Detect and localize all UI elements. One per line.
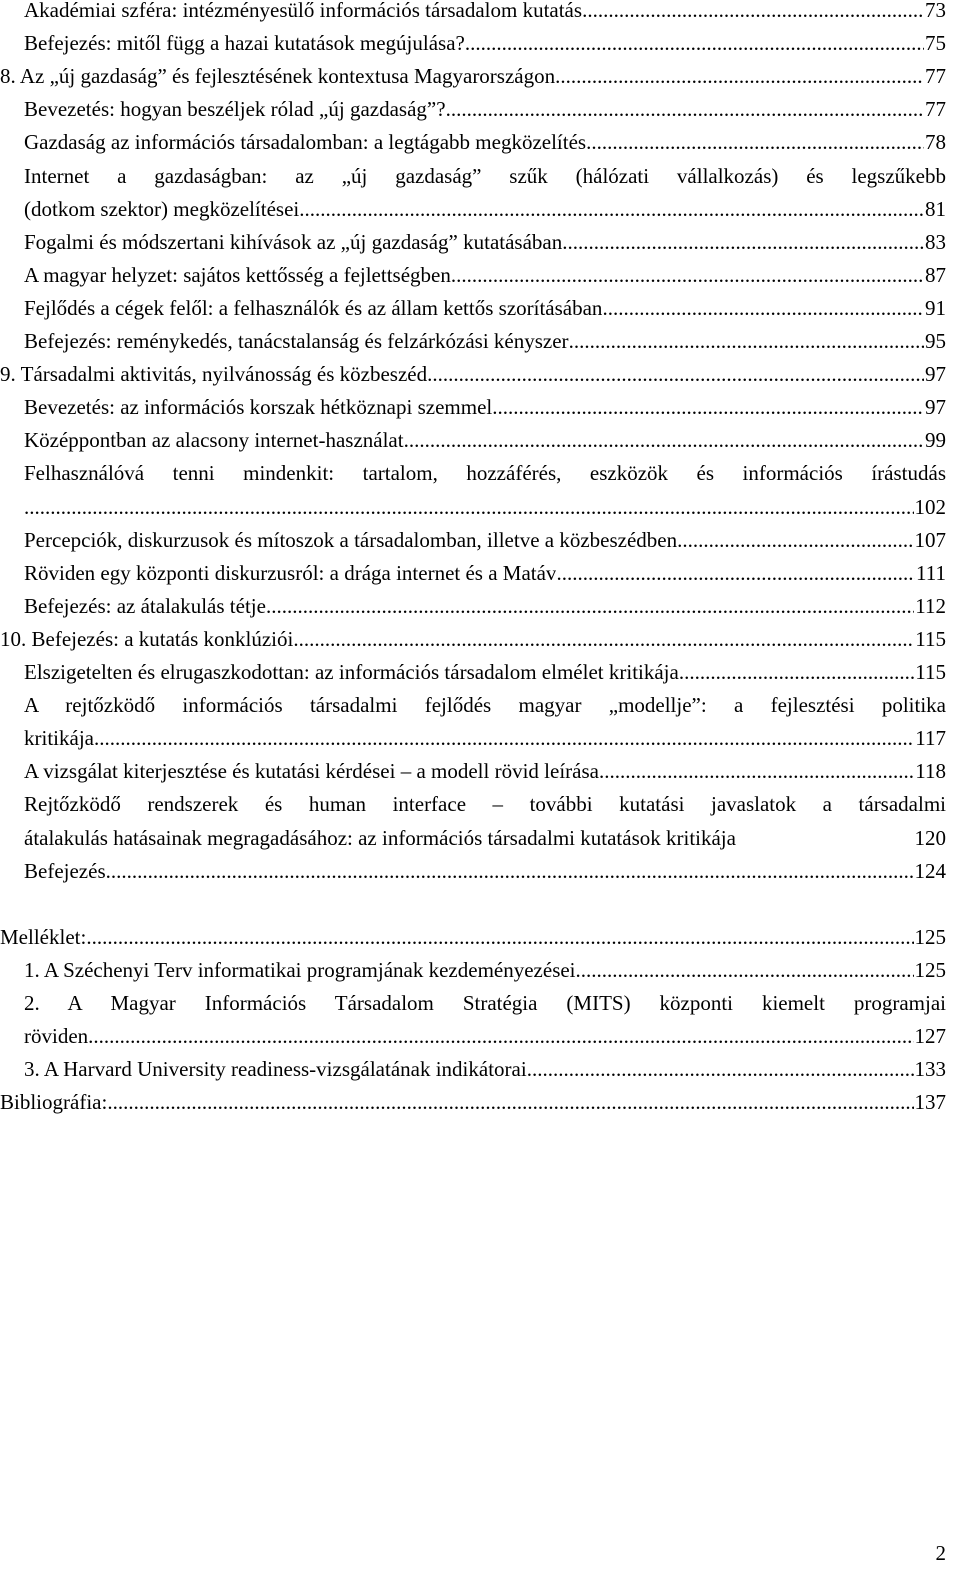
toc-entry [24, 97, 946, 128]
toc-entry-title: Bevezetés: hogyan beszéljek rólad „új gazdaság”? [24, 97, 446, 122]
toc-entry [24, 461, 946, 492]
toc-leader-dots [446, 97, 924, 122]
toc-entry [0, 627, 946, 658]
toc-leader-dots [465, 31, 924, 56]
toc-entry-page: 97 [925, 362, 946, 387]
toc-entry-page: 95 [925, 329, 946, 353]
toc-entry [24, 428, 946, 459]
toc-entry-title: (dotkom szektor) megközelítései [24, 196, 300, 221]
toc-entry [24, 1024, 946, 1055]
toc-entry [24, 197, 946, 228]
toc-entry-page: 112 [915, 593, 946, 618]
toc-leader-dots [555, 64, 924, 89]
toc-entry-page: 87 [925, 262, 946, 287]
toc-entry [24, 991, 946, 1022]
toc-entry-page: 77 [925, 64, 946, 89]
toc-entry-title: A rejtőzködő információs társadalmi fejlődés magyar „modellje”: a fejlesztési politika [24, 693, 946, 718]
toc-entry-title: A vizsgálat kiterjesztése és kutatási kérdései – a modell rövid leírása [24, 759, 599, 784]
toc-entry-page: 117 [915, 726, 946, 751]
toc-leader-dots [106, 859, 914, 884]
toc-entry [24, 859, 946, 890]
toc-entry-title: 10. Befejezés: a kutatás konklúziói [0, 626, 294, 651]
toc-leader-dots [451, 263, 924, 288]
toc-entry [24, 693, 946, 724]
toc-entry [0, 64, 946, 95]
toc-entry-page: 125 [914, 924, 946, 949]
toc-entry-title: Melléklet: [0, 924, 87, 949]
toc-leader-dots [24, 495, 914, 520]
toc-entry-title: Befejezés: mitől függ a hazai kutatások megújulása? [24, 31, 465, 56]
toc-entry-title: 8. Az „új gazdaság” és fejlesztésének kontextusa Magyarországon [0, 64, 556, 89]
toc-entry [24, 329, 946, 360]
toc-entry-page: 73 [925, 0, 946, 22]
toc-leader-dots [299, 197, 924, 222]
toc-entry-title: Középpontban az alacsony internet-használat [24, 428, 404, 453]
toc-leader-dots [86, 925, 913, 950]
toc-entry-title: A magyar helyzet: sajátos kettősség a fejlettségben [24, 262, 451, 287]
toc-entry-title: 9. Társadalmi aktivitás, nyilvánosság és közbeszéd [0, 362, 428, 387]
toc-leader-dots [527, 1057, 914, 1082]
toc-entry-title: Befejezés [24, 858, 106, 883]
toc-leader-dots [562, 230, 924, 255]
toc-entry-page: 78 [925, 130, 946, 155]
toc-entry [0, 925, 946, 956]
toc-entry-title: Fogalmi és módszertani kihívások az „új gazdaság” kutatásában [24, 229, 563, 254]
toc-entry-title: 2. A Magyar Információs Társadalom Stratégia (MITS) központi kiemelt programjai [24, 991, 946, 1015]
toc-entry-title: Befejezés: reménykedés, tanácstalanság és felzárkózási kényszer [24, 329, 569, 353]
toc-leader-dots [404, 428, 924, 453]
toc-leader-dots [293, 627, 914, 652]
toc-entry [0, 1090, 946, 1121]
toc-leader-dots [677, 528, 913, 553]
toc-entry-page: 115 [915, 626, 946, 651]
toc-entry [24, 130, 946, 161]
toc-entry [24, 263, 946, 294]
toc-entry-title: Bibliográfia: [0, 1090, 108, 1115]
toc-entry [24, 0, 946, 29]
toc-entry [24, 826, 946, 857]
toc-leader-dots [88, 1024, 913, 1049]
toc-leader-dots [576, 958, 914, 983]
toc-entry-page: 99 [925, 428, 946, 453]
toc-entry-page: 118 [915, 759, 946, 784]
toc-entry-page: 133 [914, 1057, 946, 1082]
toc-entry [24, 594, 946, 625]
toc-entry [24, 759, 946, 790]
toc-leader-dots [586, 130, 924, 155]
toc-entry-title: Felhasználóvá tenni mindenkit: tartalom, hozzáférés, eszközök és információs írástudás [24, 461, 946, 486]
toc-entry-title: Internet a gazdaságban: az „új gazdaság” szűk (hálózati vállalkozás) és legszűkebb [24, 163, 946, 188]
toc-entry [24, 726, 946, 757]
toc-leader-dots [492, 395, 924, 420]
toc-entry-page: 124 [914, 858, 946, 883]
toc-entry-title: Akadémiai szféra: intézményesülő információs társadalom kutatás [24, 0, 583, 22]
toc-entry [24, 958, 946, 989]
toc-entry-page: 107 [914, 527, 946, 552]
toc-entry-title: kritikája [24, 726, 94, 751]
toc-leader-dots [107, 1090, 913, 1115]
toc-entry-page: 97 [925, 395, 946, 420]
toc-leader-dots [599, 759, 914, 784]
toc-entry-page: 115 [915, 660, 946, 684]
toc-entry-page: 111 [916, 560, 946, 585]
toc-entry-title: röviden [24, 1024, 89, 1049]
toc-entry [0, 362, 946, 393]
toc-entry-title: 3. A Harvard University readiness-vizsgálatának indikátorai [24, 1057, 527, 1082]
toc-entry [24, 230, 946, 261]
page-number: 2 [935, 1541, 946, 1565]
toc-leader-dots [569, 329, 924, 354]
toc-entry-page: 137 [914, 1090, 946, 1115]
toc-entry-page: 127 [914, 1024, 946, 1049]
toc-entry-page: 91 [925, 295, 946, 320]
toc-entry [24, 1057, 946, 1088]
toc-entry [24, 660, 946, 691]
toc-entry-title: Elszigetelten és elrugaszkodottan: az információs társadalom elmélet kritikája [24, 660, 679, 684]
toc-leader-dots [602, 296, 924, 321]
toc-entry [24, 528, 946, 559]
toc-entry-title: Percepciók, diskurzusok és mítoszok a társadalomban, illetve a közbeszédben [24, 527, 678, 552]
toc-leader-dots [582, 0, 924, 23]
toc-entry-page: 83 [925, 229, 946, 254]
toc-entry-title: Befejezés: az átalakulás tétje [24, 593, 266, 618]
toc-entry [24, 561, 946, 592]
toc-leader-dots [427, 362, 924, 387]
toc-entry-title: 1. A Széchenyi Terv informatikai programjának kezdeményezései [24, 957, 576, 982]
toc-entry-title: Bevezetés: az információs korszak hétköznapi szemmel [24, 395, 493, 420]
toc-leader-dots [556, 561, 915, 586]
toc-leader-dots [94, 726, 914, 751]
toc-entry-page: 125 [914, 957, 946, 982]
toc-entry-title: Röviden egy központi diskurzusról: a drága internet és a Matáv [24, 560, 557, 585]
toc-entry [24, 164, 946, 195]
toc-entry-title: Fejlődés a cégek felől: a felhasználók és az állam kettős szorításában [24, 295, 603, 320]
toc-entry [24, 495, 946, 526]
toc-entry-title: Gazdaság az információs társadalomban: a legtágabb megközelítés [24, 130, 587, 155]
toc-entry-page: 102 [914, 494, 946, 519]
toc-entry-page: 75 [925, 31, 946, 56]
toc-entry-page: 120 [914, 825, 946, 850]
toc-entry [24, 296, 946, 327]
toc-entry-page: 81 [925, 196, 946, 221]
toc-entry-title: átalakulás hatásainak megragadásához: az információs társadalmi kutatások kritikája [24, 825, 736, 850]
toc-entry [24, 792, 946, 823]
toc-leader-dots [679, 660, 914, 685]
toc-entry [24, 31, 946, 62]
toc-leader-dots [266, 594, 914, 619]
toc-entry [24, 395, 946, 426]
toc-entry-page: 77 [925, 97, 946, 122]
toc-entry-title: Rejtőzködő rendszerek és human interface – további kutatási javaslatok a társadalmi [24, 792, 946, 817]
